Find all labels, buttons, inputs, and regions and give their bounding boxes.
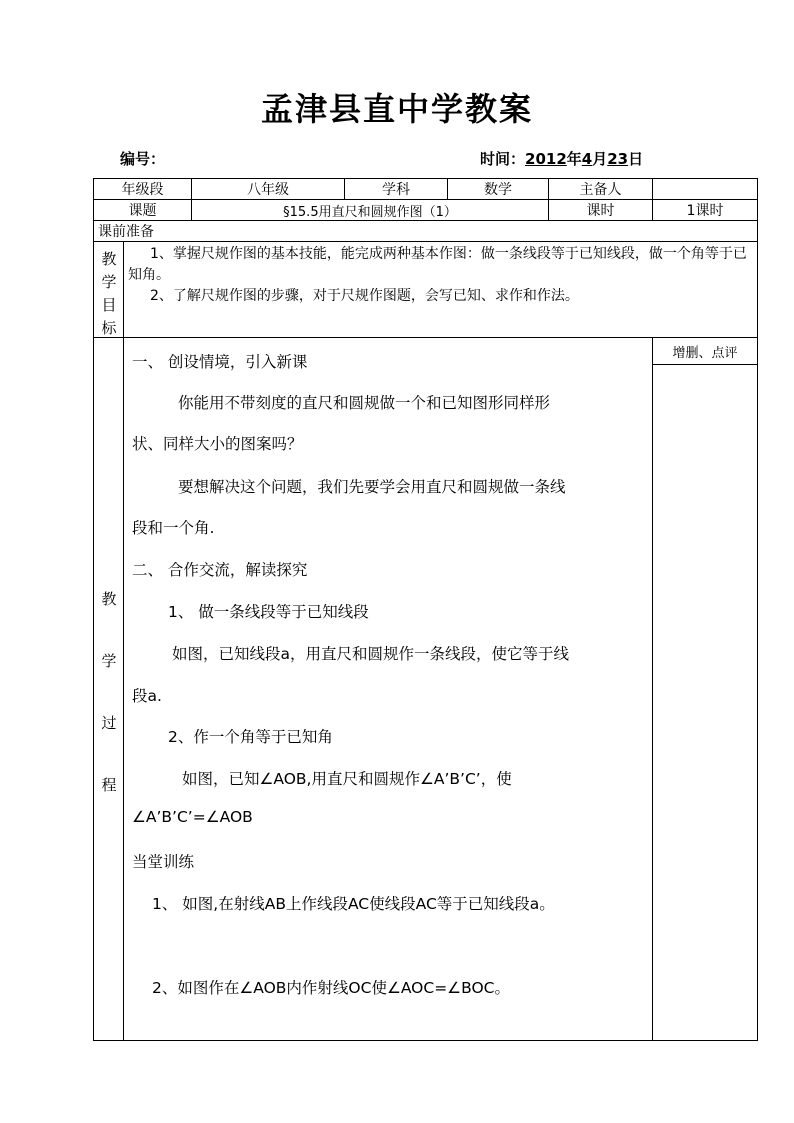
date-year-unit: 年 [566, 150, 582, 168]
hours-label: 课时 [586, 203, 615, 219]
date-day-unit: 日 [628, 150, 644, 168]
process-label-char: 教 [101, 590, 117, 608]
objectives-label-char: 目 [101, 296, 117, 314]
hours-value: 1课时 [686, 203, 724, 219]
list-item: 1、 如图,在射线AB上作线段AC使线段AC等于已知线段a。 [152, 895, 555, 913]
date-day: 23 [607, 150, 629, 168]
table-rule [652, 337, 653, 1041]
paragraph-line: 要想解决这个问题，我们先要学会用直尺和圆规做一条线 [178, 478, 566, 496]
objective-item: 2、了解尺规作图的步骤，对于尺规作图题，会写已知、求作和作法。 [150, 288, 579, 304]
table-border-right [757, 178, 758, 1041]
prep-label: 课前准备 [98, 224, 154, 240]
preparer-label: 主备人 [579, 182, 622, 198]
process-label-char: 过 [101, 714, 117, 732]
topic-value: §15.5用直尺和圆规作图（1） [283, 204, 457, 220]
date-field [480, 148, 643, 169]
table-rule [123, 241, 124, 1041]
objectives-label [95, 248, 123, 340]
paragraph-line: 如图，已知线段a，用直尺和圆规作一条线段，使它等于线 [172, 645, 570, 663]
number-label: 编号： [120, 150, 166, 168]
time-label: 时间： [480, 150, 526, 168]
objective-item: 1、掌握尺规作图的基本技能，能完成两种基本作图：做一条线段等于已知线段，做一个角等于已知角。 [128, 246, 747, 283]
date-month-unit: 月 [592, 150, 608, 168]
subject-label: 学科 [382, 182, 410, 198]
process-label-char: 学 [101, 652, 117, 670]
paragraph-line: 状、同样大小的图案吗？ [132, 435, 303, 453]
paragraph-line: 段和一个角. [132, 519, 215, 537]
paragraph-line: 段a. [132, 687, 162, 705]
objectives-label-char: 学 [101, 273, 117, 291]
topic-label: 课题 [128, 203, 157, 219]
process-label-char: 程 [101, 776, 117, 794]
section-heading: 一、 创设情境，引入新课 [132, 353, 308, 371]
paragraph-line: 如图，已知∠AOB,用直尺和圆规作∠A’B’C’，使 [182, 770, 512, 788]
preparer-value [653, 179, 757, 199]
list-item: 2、作一个角等于已知角 [168, 728, 333, 746]
paragraph-line: 你能用不带刻度的直尺和圆规做一个和已知图形同样形 [178, 394, 551, 412]
table-rule [93, 220, 758, 221]
table-border-left [93, 178, 94, 1041]
date-month: 4 [581, 150, 593, 168]
grade-label: 年级段 [121, 182, 164, 198]
list-item: 2、如图作在∠AOB内作射线OC使∠AOC=∠BOC。 [152, 979, 510, 997]
comment-header-rule [652, 364, 758, 365]
objectives-label-char: 标 [101, 319, 117, 337]
comment-header: 增删、点评 [672, 345, 738, 361]
objectives-content [128, 244, 756, 307]
grade-value: 八年级 [247, 182, 289, 198]
document-title: 孟津县直中学教案 [260, 90, 533, 128]
date-year: 2012 [525, 150, 567, 168]
table-rule [93, 241, 758, 242]
process-label [95, 588, 123, 836]
paragraph-line: ∠A’B’C’=∠AOB [132, 808, 253, 826]
number-field [120, 148, 165, 169]
subject-value: 数学 [484, 182, 512, 198]
section-heading: 二、 合作交流，解读探究 [132, 561, 308, 579]
list-item: 1、 做一条线段等于已知线段 [168, 603, 369, 621]
objectives-label-char: 教 [101, 250, 117, 268]
table-border-bottom [93, 1040, 758, 1041]
section-heading: 当堂训练 [132, 853, 195, 871]
